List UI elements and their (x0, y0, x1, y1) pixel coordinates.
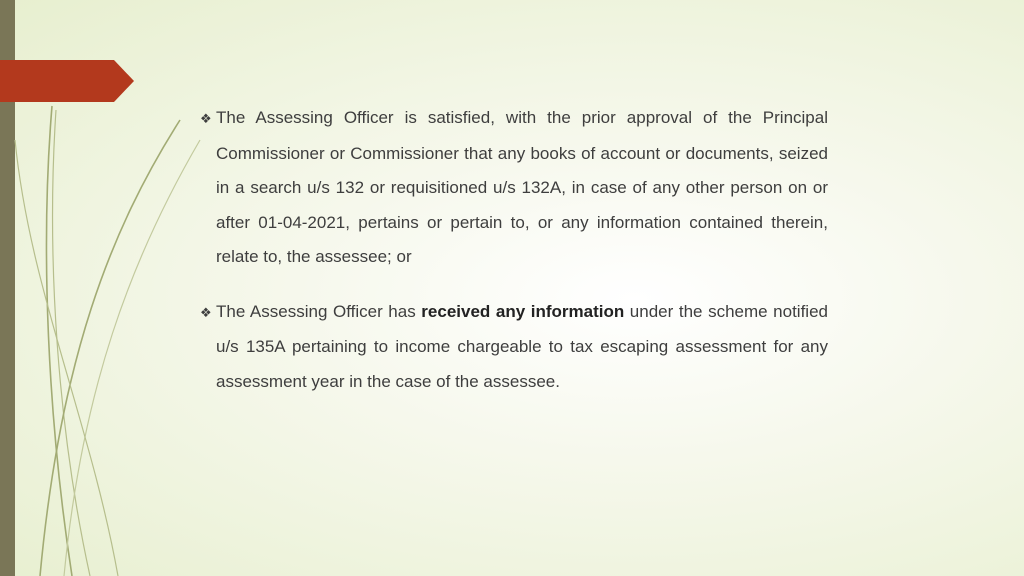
slide-content (200, 84, 828, 416)
bullet-item (200, 101, 828, 275)
accent-tab (0, 60, 134, 102)
bullet-item (200, 295, 828, 400)
bullet-text-before: The Assessing Officer has (216, 301, 422, 321)
bullet-text: The Assessing Officer is satisfied, with the prior approval of the Principal Commissioner or Commissioner that any books of account or documents, seized in a search u/s 132 or requisitioned u/s 132A, in case of any other person on or after 01-04-2021, pertains or pertain to, or any information contained therein, relate to, the assessee; or (216, 108, 828, 266)
bullet-text-bold: received any information (421, 301, 625, 321)
diamond-bullet-icon: ❖ (200, 304, 212, 320)
bullet-text-after: under the scheme notified u/s 135A pertaining to income chargeable to tax escaping assessment for any assessment year in the case of the assessee. (216, 301, 828, 391)
diamond-bullet-icon: ❖ (200, 111, 212, 126)
